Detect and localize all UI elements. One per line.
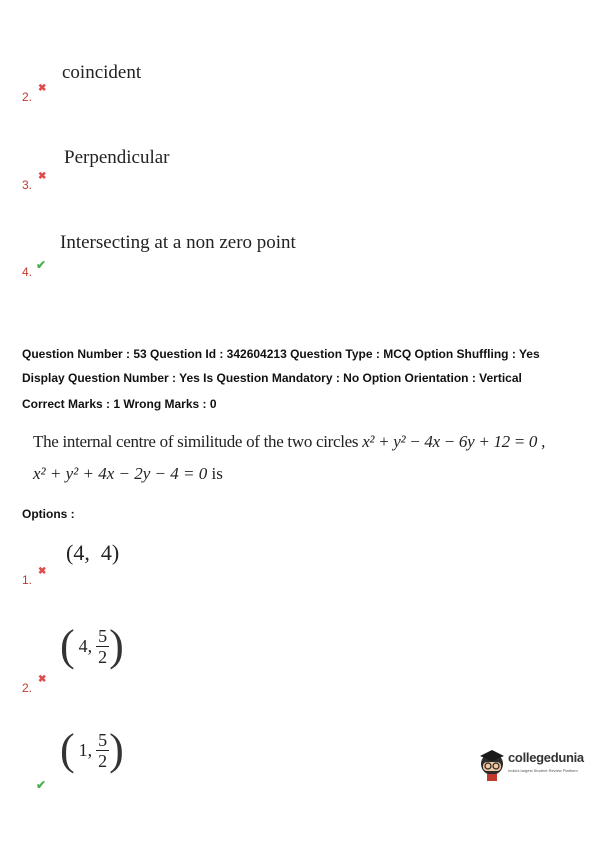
student-avatar-icon [478, 748, 508, 782]
logo-tagline: India's largest Student Review Platform [508, 768, 578, 773]
prev-option-3-number: 3. [22, 178, 33, 192]
left-paren: ( [60, 725, 75, 774]
fraction-numerator: 5 [98, 625, 108, 646]
fraction-denominator: 2 [98, 750, 108, 771]
prev-option-2-text: coincident [62, 62, 142, 83]
option-2-coord-x: 4, [78, 635, 93, 656]
correct-mark-icon: ✔ [36, 258, 47, 272]
option-2-value [60, 621, 124, 670]
question-meta-line-1: Question Number : 53 Question Id : 342604213 Question Type : MCQ Option Shuffling : Yes [22, 347, 540, 361]
question-equation-1: x² + y² − 4x − 6y + 12 = 0 , [362, 432, 546, 451]
prev-option-4-text: Intersecting at a non zero point [60, 232, 296, 253]
prev-option-4-number: 4. [22, 265, 33, 279]
option-1-coord-x: 4 [73, 540, 85, 565]
option-2-number: 2. [22, 681, 33, 695]
option-1-number: 1. [22, 573, 33, 587]
logo-wordmark: collegedunia [508, 750, 584, 765]
question-prefix: The internal centre of similitude of the two circles [33, 432, 359, 451]
left-paren: ( [60, 621, 75, 670]
option-1-value: (4, 4) [66, 540, 120, 565]
prev-option-2-number: 2. [22, 90, 33, 104]
question-meta-line-2: Display Question Number : Yes Is Question Mandatory : No Option Orientation : Vertical [22, 371, 522, 385]
right-paren: ) [109, 621, 124, 670]
prev-option-3-text: Perpendicular [64, 147, 170, 168]
option-3-fraction [96, 730, 109, 771]
wrong-mark-icon: ✖ [38, 566, 47, 577]
option-1-coord-y: 4 [100, 540, 112, 565]
option-3-value [60, 725, 124, 774]
option-3-coord-x: 1, [78, 739, 93, 760]
fraction-numerator: 5 [98, 729, 108, 750]
question-equation-2: x² + y² + 4x − 2y − 4 = 0 [33, 464, 208, 483]
wrong-mark-icon: ✖ [38, 674, 47, 685]
right-paren: ) [109, 725, 124, 774]
fraction-denominator: 2 [98, 646, 108, 667]
collegedunia-logo [478, 748, 588, 784]
options-label: Options : [22, 507, 75, 521]
wrong-mark-icon: ✖ [38, 171, 47, 182]
option-2-fraction [96, 626, 109, 667]
question-text-line-2 [33, 464, 223, 484]
correct-mark-icon: ✔ [36, 778, 47, 792]
question-text-line-1 [33, 432, 545, 452]
question-meta-line-3: Correct Marks : 1 Wrong Marks : 0 [22, 397, 217, 411]
question-suffix: is [211, 464, 223, 483]
wrong-mark-icon: ✖ [38, 83, 47, 94]
